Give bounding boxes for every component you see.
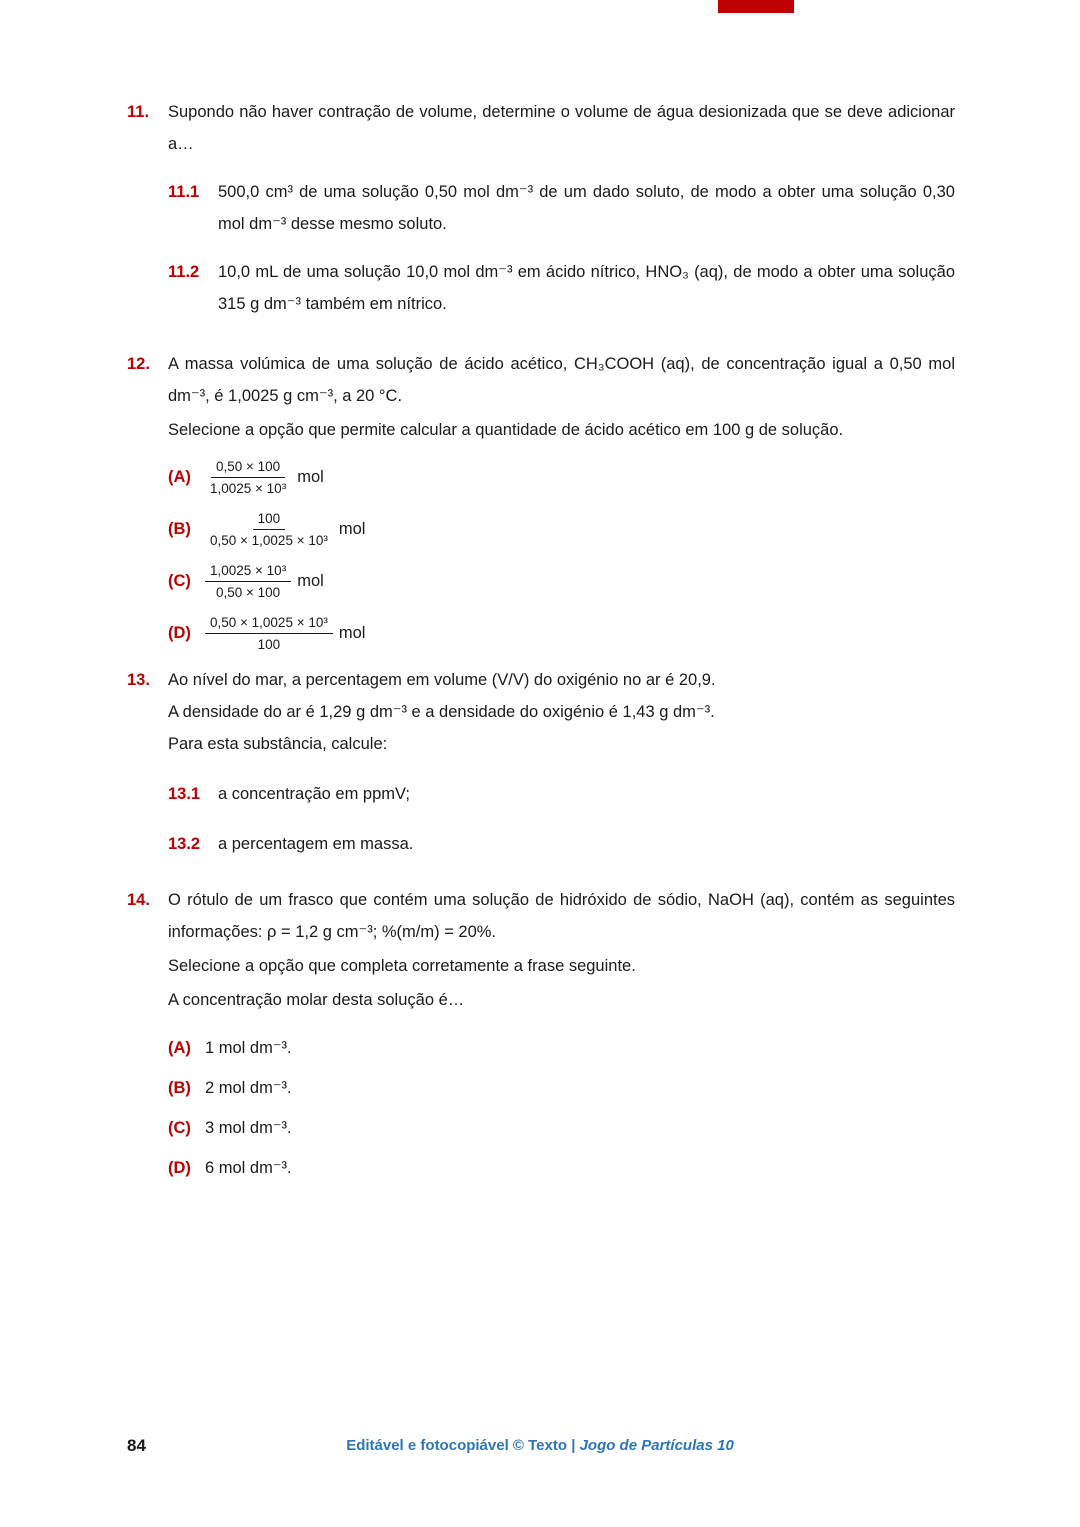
option-12-d-unit: mol <box>338 624 366 642</box>
footer-credit-text: Editável e fotocopiável © Texto | <box>346 1437 580 1454</box>
option-14-c <box>168 1112 955 1144</box>
question-11-1 <box>168 176 955 240</box>
option-14-d <box>168 1152 955 1184</box>
fraction-denominator: 0,50 × 1,0025 × 10³ <box>210 532 328 548</box>
question-13 <box>127 664 955 760</box>
question-12-number: 12. <box>127 355 150 373</box>
question-14 <box>127 884 955 1016</box>
option-12-d-fraction <box>205 613 333 654</box>
question-13-line3: Para esta substância, calcule: <box>168 735 388 753</box>
option-12-c-fraction <box>205 561 291 602</box>
question-11-1-text: 500,0 cm³ de uma solução 0,50 mol dm⁻³ de um dado soluto, de modo a obter uma solução 0,30 mol dm⁻³ desse mesmo soluto. <box>218 183 955 233</box>
page-accent-bar <box>718 0 794 13</box>
option-12-c-unit: mol <box>297 572 324 590</box>
option-14-b <box>168 1072 955 1104</box>
option-12-b-unit: mol <box>338 520 366 538</box>
option-12-a-unit: mol <box>297 468 324 486</box>
question-14-line3: A concentração molar desta solução é… <box>168 991 465 1009</box>
question-13-2-number: 13.2 <box>168 835 201 853</box>
footer-credit <box>0 1434 1080 1458</box>
option-14-c-label: (C) <box>168 1119 191 1137</box>
option-12-b <box>168 508 955 550</box>
option-12-b-fraction <box>205 509 333 550</box>
question-14-line1: O rótulo de um frasco que contém uma solução de hidróxido de sódio, NaOH (aq), contém as seguintes informações: ρ = 1,2 g cm⁻³; %(m/m) = 20%. <box>168 891 955 941</box>
option-12-a-fraction <box>205 457 291 498</box>
question-12 <box>127 348 955 446</box>
question-14-line2: Selecione a opção que completa corretamente a frase seguinte. <box>168 957 636 975</box>
question-11-1-number: 11.1 <box>168 183 200 201</box>
question-14-number: 14. <box>127 891 150 909</box>
question-13-2-text: a percentagem em massa. <box>218 835 414 853</box>
question-12-instruction: Selecione a opção que permite calcular a quantidade de ácido acético em 100 g de solução. <box>168 421 844 439</box>
option-14-c-text: 3 mol dm⁻³. <box>205 1119 292 1137</box>
question-13-1 <box>168 778 955 810</box>
question-11-number: 11. <box>127 103 150 121</box>
option-12-d-label: (D) <box>168 624 191 642</box>
option-12-b-label: (B) <box>168 520 191 538</box>
page-footer <box>0 1434 1080 1458</box>
question-13-number: 13. <box>127 671 150 689</box>
question-11-2-text: 10,0 mL de uma solução 10,0 mol dm⁻³ em ácido nítrico, HNO₃ (aq), de modo a obter uma solução 315 g dm⁻³ também em nítrico. <box>218 263 955 313</box>
option-14-a-label: (A) <box>168 1039 191 1057</box>
question-11-2 <box>168 256 955 320</box>
option-14-a-text: 1 mol dm⁻³. <box>205 1039 292 1057</box>
option-12-d <box>168 612 955 654</box>
page-content <box>127 96 955 1192</box>
question-13-line2: A densidade do ar é 1,29 g dm⁻³ e a densidade do oxigénio é 1,43 g dm⁻³. <box>168 703 715 721</box>
option-12-a <box>168 456 955 498</box>
fraction-numerator: 0,50 × 1,0025 × 10³ <box>205 613 333 634</box>
fraction-numerator: 0,50 × 100 <box>211 457 285 478</box>
question-11-2-number: 11.2 <box>168 263 200 281</box>
fraction-denominator: 1,0025 × 10³ <box>210 480 287 496</box>
question-11-text: Supondo não haver contração de volume, determine o volume de água desionizada que se deve adicionar a… <box>168 103 955 153</box>
question-13-2 <box>168 828 955 860</box>
option-14-d-label: (D) <box>168 1159 191 1177</box>
question-13-1-text: a concentração em ppmV; <box>218 785 410 803</box>
fraction-numerator: 100 <box>253 509 286 530</box>
option-12-c-label: (C) <box>168 572 191 590</box>
fraction-denominator: 100 <box>257 636 281 652</box>
option-14-b-label: (B) <box>168 1079 191 1097</box>
option-14-b-text: 2 mol dm⁻³. <box>205 1079 292 1097</box>
question-13-1-number: 13.1 <box>168 785 201 803</box>
question-13-line1: Ao nível do mar, a percentagem em volume (V/V) do oxigénio no ar é 20,9. <box>168 671 716 689</box>
question-11 <box>127 96 955 160</box>
fraction-numerator: 1,0025 × 10³ <box>205 561 291 582</box>
option-12-c <box>168 560 955 602</box>
page-number: 84 <box>127 1436 146 1455</box>
option-12-a-label: (A) <box>168 468 191 486</box>
question-12-text: A massa volúmica de uma solução de ácido acético, CH₃COOH (aq), de concentração igual a 0,50 mol dm⁻³, é 1,0025 g cm⁻³, a 20 °C. <box>168 355 955 405</box>
option-14-d-text: 6 mol dm⁻³. <box>205 1159 292 1177</box>
footer-book-title: Jogo de Partículas 10 <box>579 1437 734 1454</box>
fraction-denominator: 0,50 × 100 <box>216 584 281 600</box>
option-14-a <box>168 1032 955 1064</box>
